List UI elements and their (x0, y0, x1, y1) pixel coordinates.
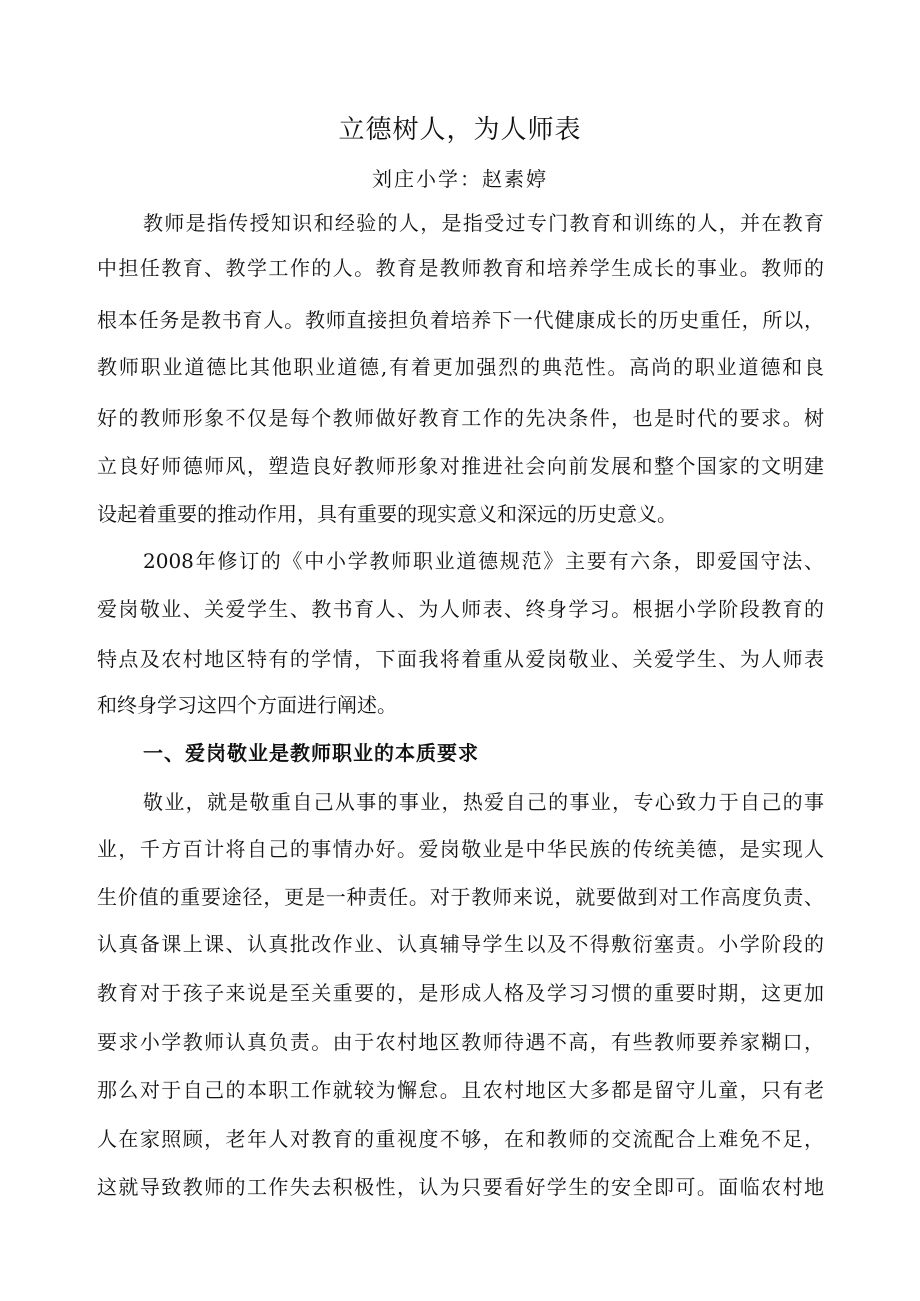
paragraph-line: 爱岗敬业、关爱学生、教书育人、为人师表、终身学习。根据小学阶段教育的 (97, 597, 824, 621)
paragraph-line: 特点及农村地区特有的学情，下面我将着重从爱岗敬业、关爱学生、为人师表 (97, 647, 824, 671)
paragraph-line: 人在家照顾，老年人对教育的重视度不够，在和教师的交流配合上难免不足， (97, 1127, 824, 1151)
paragraph-line: 立良好师德师风，塑造良好教师形象对推进社会向前发展和整个国家的文明建 (97, 454, 824, 478)
section-heading: 一、爱岗敬业是教师职业的本质要求 (143, 741, 479, 765)
paragraph-line: 教师职业道德比其他职业道德,有着更加强烈的典范性。高尚的职业道德和良 (97, 355, 824, 379)
paragraph-line: 生价值的重要途径，更是一种责任。对于教师来说，就要做到对工作高度负责、 (97, 885, 824, 909)
paragraph-line: 中担任教育、教学工作的人。教育是教师教育和培养学生成长的事业。教师的 (97, 256, 824, 280)
paragraph-line: 和终身学习这四个方面进行阐述。 (97, 693, 397, 717)
paragraph-line: 认真备课上课、认真批改作业、认真辅导学生以及不得敷衍塞责。小学阶段的 (97, 932, 824, 956)
paragraph-line: 2008年修订的《中小学教师职业道德规范》主要有六条，即爱国守法、 (143, 549, 824, 573)
paragraph-line: 教师是指传授知识和经验的人，是指受过专门教育和训练的人，并在教育 (143, 211, 824, 235)
paragraph-line: 根本任务是教书育人。教师直接担负着培养下一代健康成长的历史重任，所以， (97, 308, 824, 332)
paragraph-line: 好的教师形象不仅是每个教师做好教育工作的先决条件，也是时代的要求。树 (97, 406, 824, 430)
paragraph-line: 这就导致教师的工作失去积极性，认为只要看好学生的安全即可。面临农村地 (97, 1175, 824, 1199)
paragraph-line: 敬业，就是敬重自己从事的事业，热爱自己的事业，专心致力于自己的事 (143, 790, 824, 814)
author-line: 刘庄小学：赵素婷 (372, 167, 548, 191)
paragraph-line: 要求小学教师认真负责。由于农村地区教师待遇不高，有些教师要养家糊口， (97, 1030, 824, 1054)
paragraph-line: 教育对于孩子来说是至关重要的，是形成人格及学习习惯的重要时期，这更加 (97, 981, 824, 1005)
paragraph-line: 业，千方百计将自己的事情办好。爱岗敬业是中华民族的传统美德，是实现人 (97, 837, 824, 861)
paragraph-line: 那么对于自己的本职工作就较为懈怠。且农村地区大多都是留守儿童，只有老 (97, 1078, 824, 1102)
document-title: 立德树人，为人师表 (338, 115, 582, 145)
paragraph-line: 设起着重要的推动作用，具有重要的现实意义和深远的历史意义。 (97, 502, 677, 526)
